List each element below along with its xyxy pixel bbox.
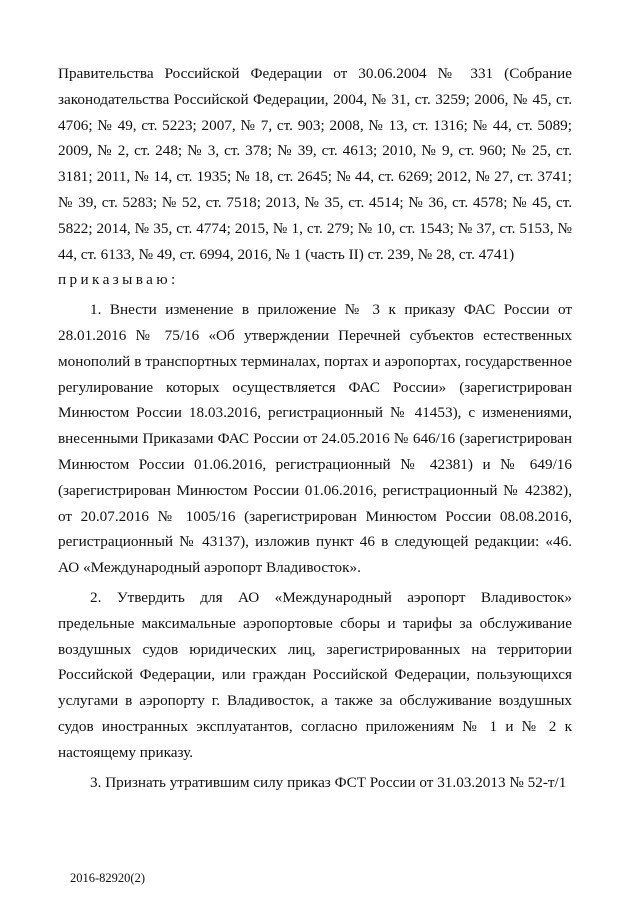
order-word: приказываю: [58, 271, 179, 289]
item-1-paragraph: 1. Внести изменение в приложение № 3 к приказу ФАС России от 28.01.2016 № 75/16 «Об утверждении Перечней субъектов естественных монополий в транспортных терминалах, портах и аэропортах, государственное регулирование которых осуществляется ФАС России» (зарегистрирован Минюстом России 18.03.2016, регистрационный № 41453), с изменениями, внесенными Приказами ФАС России от 24.05.2016 № 646/16 (зарегистрирован Минюстом России 01.06.2016, регистрационный № 42381) и № 649/16 (зарегистрирован Минюстом России 01.06.2016, регистрационный № 42382), от 20.07.2016 № 1005/16 (зарегистрирован Минюстом России 08.08.2016, регистрационный № 43137), изложив пункт 46 в следующей редакции: «46. АО «Международный аэропорт Владивосток». [58, 301, 572, 577]
intro-paragraph: Правительства Российской Федерации от 30.06.2004 № 331 (Собрание законодательства Российской Федерации, 2004, № 31, ст. 3259; 2006, № 45, ст. 4706; № 49, ст. 5223; 2007, № 7, ст. 903; 2008, № 13, ст. 1316; № 44, ст. 5089; 2009, № 2, ст. 248; № 3, ст. 378; № 39, ст. 4613; 2010, № 9, ст. 960; № 25, ст. 3181; 2011, № 14, ст. 1935; № 18, ст. 2645; № 44, ст. 6269; 2012, № 27, ст. 3741; № 39, ст. 5283; № 52, ст. 7518; 2013, № 35, ст. 4514; № 36, ст. 4578; № 45, ст. 5822; 2014, № 35, ст. 4774; 2015, № 1, ст. 279; № 10, ст. 1543; № 37, ст. 5153, № 44, ст. 6133, № 49, ст. 6994, 2016, № 1 (часть II) ст. 239, № 28, ст. 4741) [58, 65, 572, 263]
item-2-paragraph: 2. Утвердить для АО «Международный аэропорт Владивосток» предельные максимальные аэропортовые сборы и тарифы за обслуживание воздушных судов юридических лиц, зарегистрированных на территории Российской Федерации, или граждан Российской Федерации, пользующихся услугами в аэропорту г. Владивосток, а также за обслуживание воздушных судов иностранных эксплуатантов, согласно приложениям № 1 и № 2 к настоящему приказу. [58, 588, 572, 761]
document-page [58, 61, 572, 795]
item-3-paragraph: 3. Признать утратившим силу приказ ФСТ России от 31.03.2013 № 52-т/1 [90, 773, 567, 791]
document-code-footer: 2016-82920(2) [70, 871, 145, 885]
